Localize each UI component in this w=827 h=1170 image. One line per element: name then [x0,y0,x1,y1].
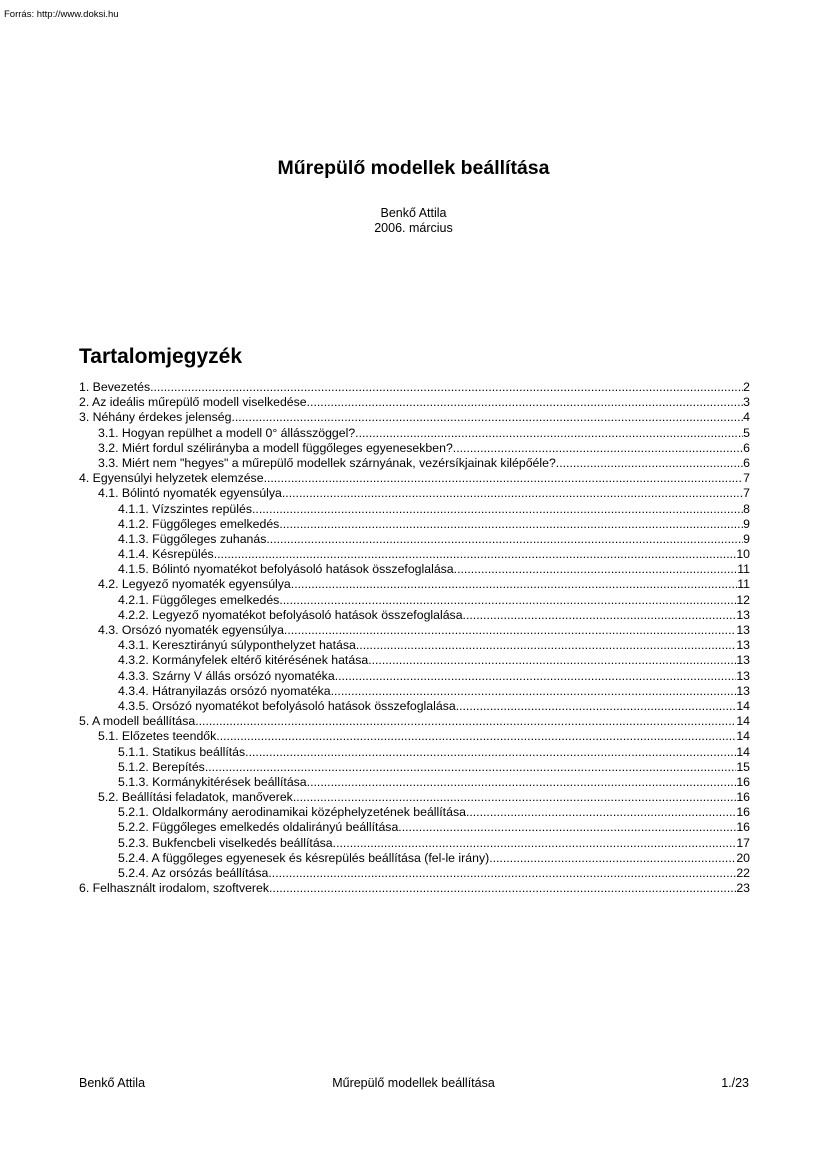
toc-entry[interactable] [79,395,750,410]
toc-entry-page: 11 [737,562,750,577]
toc-entry-label: 4. Egyensúlyi helyzetek elemzése [79,471,264,486]
toc-entry-page: 8 [743,501,750,516]
toc-entry-label: 4.1.3. Függőleges zuhanás [118,531,267,546]
toc-entry-label: 3. Néhány érdekes jelenség [79,410,232,425]
toc-entry-label: 6. Felhasznált irodalom, szoftverek [79,881,270,896]
toc-entry-page: 23 [736,881,750,896]
toc-entry-page: 12 [736,592,750,607]
toc-entry-label: 3.1. Hogyan repülhet a modell 0° állásszöggel? [98,425,356,440]
toc-entry-page: 20 [736,850,750,865]
toc-entry[interactable] [79,471,750,486]
toc-entry-label: 5.2.3. Bukfencbeli viselkedés beállítása [118,835,333,850]
toc-entry-label: 2. Az ideális műrepülő modell viselkedése [79,395,307,410]
toc-entry-page: 9 [743,516,750,531]
toc-entry[interactable] [79,532,750,547]
footer-author: Benkő Attila [79,1076,146,1090]
toc-entry-page: 14 [736,744,750,759]
toc-entry[interactable] [79,851,750,866]
toc-entry-label: 4.1.4. Késrepülés [118,547,214,562]
document-title: Műrepülő modellek beállítása [277,157,550,179]
toc-dot-leader [489,851,736,866]
toc-entry-page: 11 [737,577,750,592]
toc-entry[interactable] [79,775,750,790]
toc-entry[interactable] [79,593,750,608]
toc-entry-label: 1. Bevezetés [79,380,151,394]
toc-entry-page: 6 [743,455,750,470]
toc-entry-label: 5.2.4. Az orsózás beállítása [118,866,269,880]
toc-entry[interactable] [79,410,750,425]
toc-entry[interactable] [79,729,750,744]
toc-dot-leader [282,486,743,501]
footer-page-number: 1./23 [721,1076,749,1090]
toc-entry[interactable] [79,714,750,729]
toc-dot-leader [150,380,743,395]
toc-entry-page: 14 [736,698,750,713]
toc-dot-leader [231,410,743,425]
toc-dot-leader [279,593,736,608]
toc-entry-label: 4.2. Legyező nyomaték egyensúlya [98,577,291,592]
toc-entry-page: 17 [736,835,750,850]
toc-entry[interactable] [79,699,750,714]
toc-dot-leader [264,471,744,486]
toc-entry-label: 5.2.2. Függőleges emelkedés oldalirányú beállítása [118,820,399,835]
toc-entry-page: 2 [743,380,750,394]
footer-title: Műrepülő modellek beállítása [332,1076,495,1090]
toc-dot-leader [195,714,736,729]
toc-entry-page: 13 [736,653,750,668]
toc-dot-leader [456,699,737,714]
table-of-contents [79,380,750,896]
toc-entry-page: 16 [736,774,750,789]
toc-entry-page: 13 [736,638,750,653]
toc-dot-leader [333,836,737,851]
toc-entry-page: 7 [743,486,750,501]
toc-entry[interactable] [79,820,750,835]
toc-entry[interactable] [79,380,750,395]
toc-dot-leader [291,577,737,592]
toc-dot-leader [355,426,743,441]
toc-entry-page: 13 [736,683,750,698]
toc-dot-leader [266,532,743,547]
toc-entry-page: 15 [736,759,750,774]
toc-entry-label: 4.3.1. Keresztirányú súlyponthelyzet hatása [118,638,356,653]
toc-entry-page: 14 [736,729,750,744]
toc-dot-leader [293,790,737,805]
toc-entry-page: 13 [736,668,750,683]
toc-entry-label: 4.3.2. Kormányfelek eltérő kitérésének hatása [118,653,369,668]
toc-entry-label: 5.1.1. Statikus beállítás [118,744,246,759]
toc-dot-leader [466,805,736,820]
toc-entry[interactable] [79,669,750,684]
toc-entry[interactable] [79,790,750,805]
toc-dot-leader [214,547,737,562]
toc-entry-label: 4.1.2. Függőleges emelkedés [118,516,280,531]
toc-entry-page: 13 [736,623,750,637]
toc-entry-page: 10 [736,547,750,562]
toc-dot-leader [252,502,743,517]
toc-entry[interactable] [79,562,750,577]
toc-entry-label: 4.1.5. Bólintó nyomatékot befolyásoló hatások összefoglalása [118,562,454,577]
toc-entry-label: 5.1. Előzetes teendők [98,729,217,744]
toc-entry[interactable] [79,623,750,638]
toc-entry-label: 5. A modell beállítása [79,714,196,729]
toc-entry-label: 5.1.3. Kormánykitérések beállítása [118,774,307,789]
toc-entry[interactable] [79,456,750,471]
toc-dot-leader [398,820,736,835]
toc-entry[interactable] [79,638,750,653]
toc-entry-label: 5.1.2. Berepítés [118,759,205,774]
toc-entry[interactable] [79,517,750,532]
toc-entry-label: 4.1. Bólintó nyomaték egyensúlya [98,486,282,501]
toc-heading: Tartalomjegyzék [79,345,243,368]
toc-entry[interactable] [79,486,750,501]
toc-entry-page: 14 [736,714,750,729]
toc-entry-label: 4.3.5. Orsózó nyomatékot befolyásoló hatások összefoglalása [118,698,456,713]
toc-entry-label: 4.3. Orsózó nyomaték egyensúlya [98,623,284,637]
toc-entry-label: 5.2. Beállítási feladatok, manőverek [98,790,293,805]
toc-entry-page: 3 [743,395,750,410]
toc-entry[interactable] [79,426,750,441]
toc-entry-label: 3.2. Miért fordul szélirányba a modell függőleges egyenesekben? [98,440,453,455]
toc-dot-leader [463,608,737,623]
toc-dot-leader [335,669,737,684]
toc-entry-page: 5 [743,425,750,440]
toc-entry[interactable] [79,805,750,820]
document-date: 2006. március [374,221,453,235]
toc-dot-leader [216,729,736,744]
toc-entry-page: 7 [743,471,750,486]
toc-entry[interactable] [79,441,750,456]
toc-entry-page: 4 [743,410,750,425]
toc-dot-leader [284,623,736,638]
toc-entry-label: 4.2.1. Függőleges emelkedés [118,592,280,607]
toc-dot-leader [245,745,736,760]
toc-entry[interactable] [79,760,750,775]
toc-entry-page: 9 [743,531,750,546]
toc-entry[interactable] [79,653,750,668]
toc-dot-leader [368,653,736,668]
toc-dot-leader [331,684,737,699]
toc-entry-page: 13 [736,607,750,622]
toc-entry[interactable] [79,547,750,562]
toc-dot-leader [356,638,736,653]
toc-entry[interactable] [79,745,750,760]
author-name: Benkő Attila [380,206,447,220]
toc-entry[interactable] [79,608,750,623]
toc-entry-page: 6 [743,440,750,455]
toc-dot-leader [205,760,736,775]
toc-entry[interactable] [79,502,750,517]
toc-entry-label: 5.2.1. Oldalkormány aerodinamikai középhelyzetének beállítása [118,805,466,820]
source-note: Forrás: http://www.doksi.hu [4,9,119,20]
toc-dot-leader [453,441,743,456]
toc-dot-leader [268,866,736,881]
toc-entry-label: 4.1.1. Vízszintes repülés [118,501,252,516]
toc-entry[interactable] [79,836,750,851]
toc-dot-leader [269,881,736,896]
toc-entry[interactable] [79,577,750,592]
toc-entry-label: 3.3. Miért nem "hegyes" a műrepülő modellek szárnyának, vezérsíkjainak kilépőéle? [98,455,556,470]
toc-entry-page: 16 [736,820,750,835]
toc-dot-leader [279,517,743,532]
toc-dot-leader [307,395,744,410]
toc-entry-page: 16 [736,805,750,820]
toc-dot-leader [556,456,743,471]
toc-entry-page: 22 [736,866,750,880]
toc-entry[interactable] [79,866,750,881]
toc-entry-label: 4.3.4. Hátranyilazás orsózó nyomatéka [118,683,331,698]
toc-entry[interactable] [79,684,750,699]
toc-entry-label: 4.2.2. Legyező nyomatékot befolyásoló hatások összefoglalása [118,607,463,622]
toc-entry-label: 4.3.3. Szárny V állás orsózó nyomatéka [118,668,335,683]
toc-entry-label: 5.2.4. A függőleges egyenesek és késrepülés beállítása (fel-le irány) [118,850,490,865]
toc-dot-leader [454,562,738,577]
toc-entry-page: 16 [736,790,750,805]
toc-entry[interactable] [79,881,750,896]
toc-dot-leader [307,775,737,790]
